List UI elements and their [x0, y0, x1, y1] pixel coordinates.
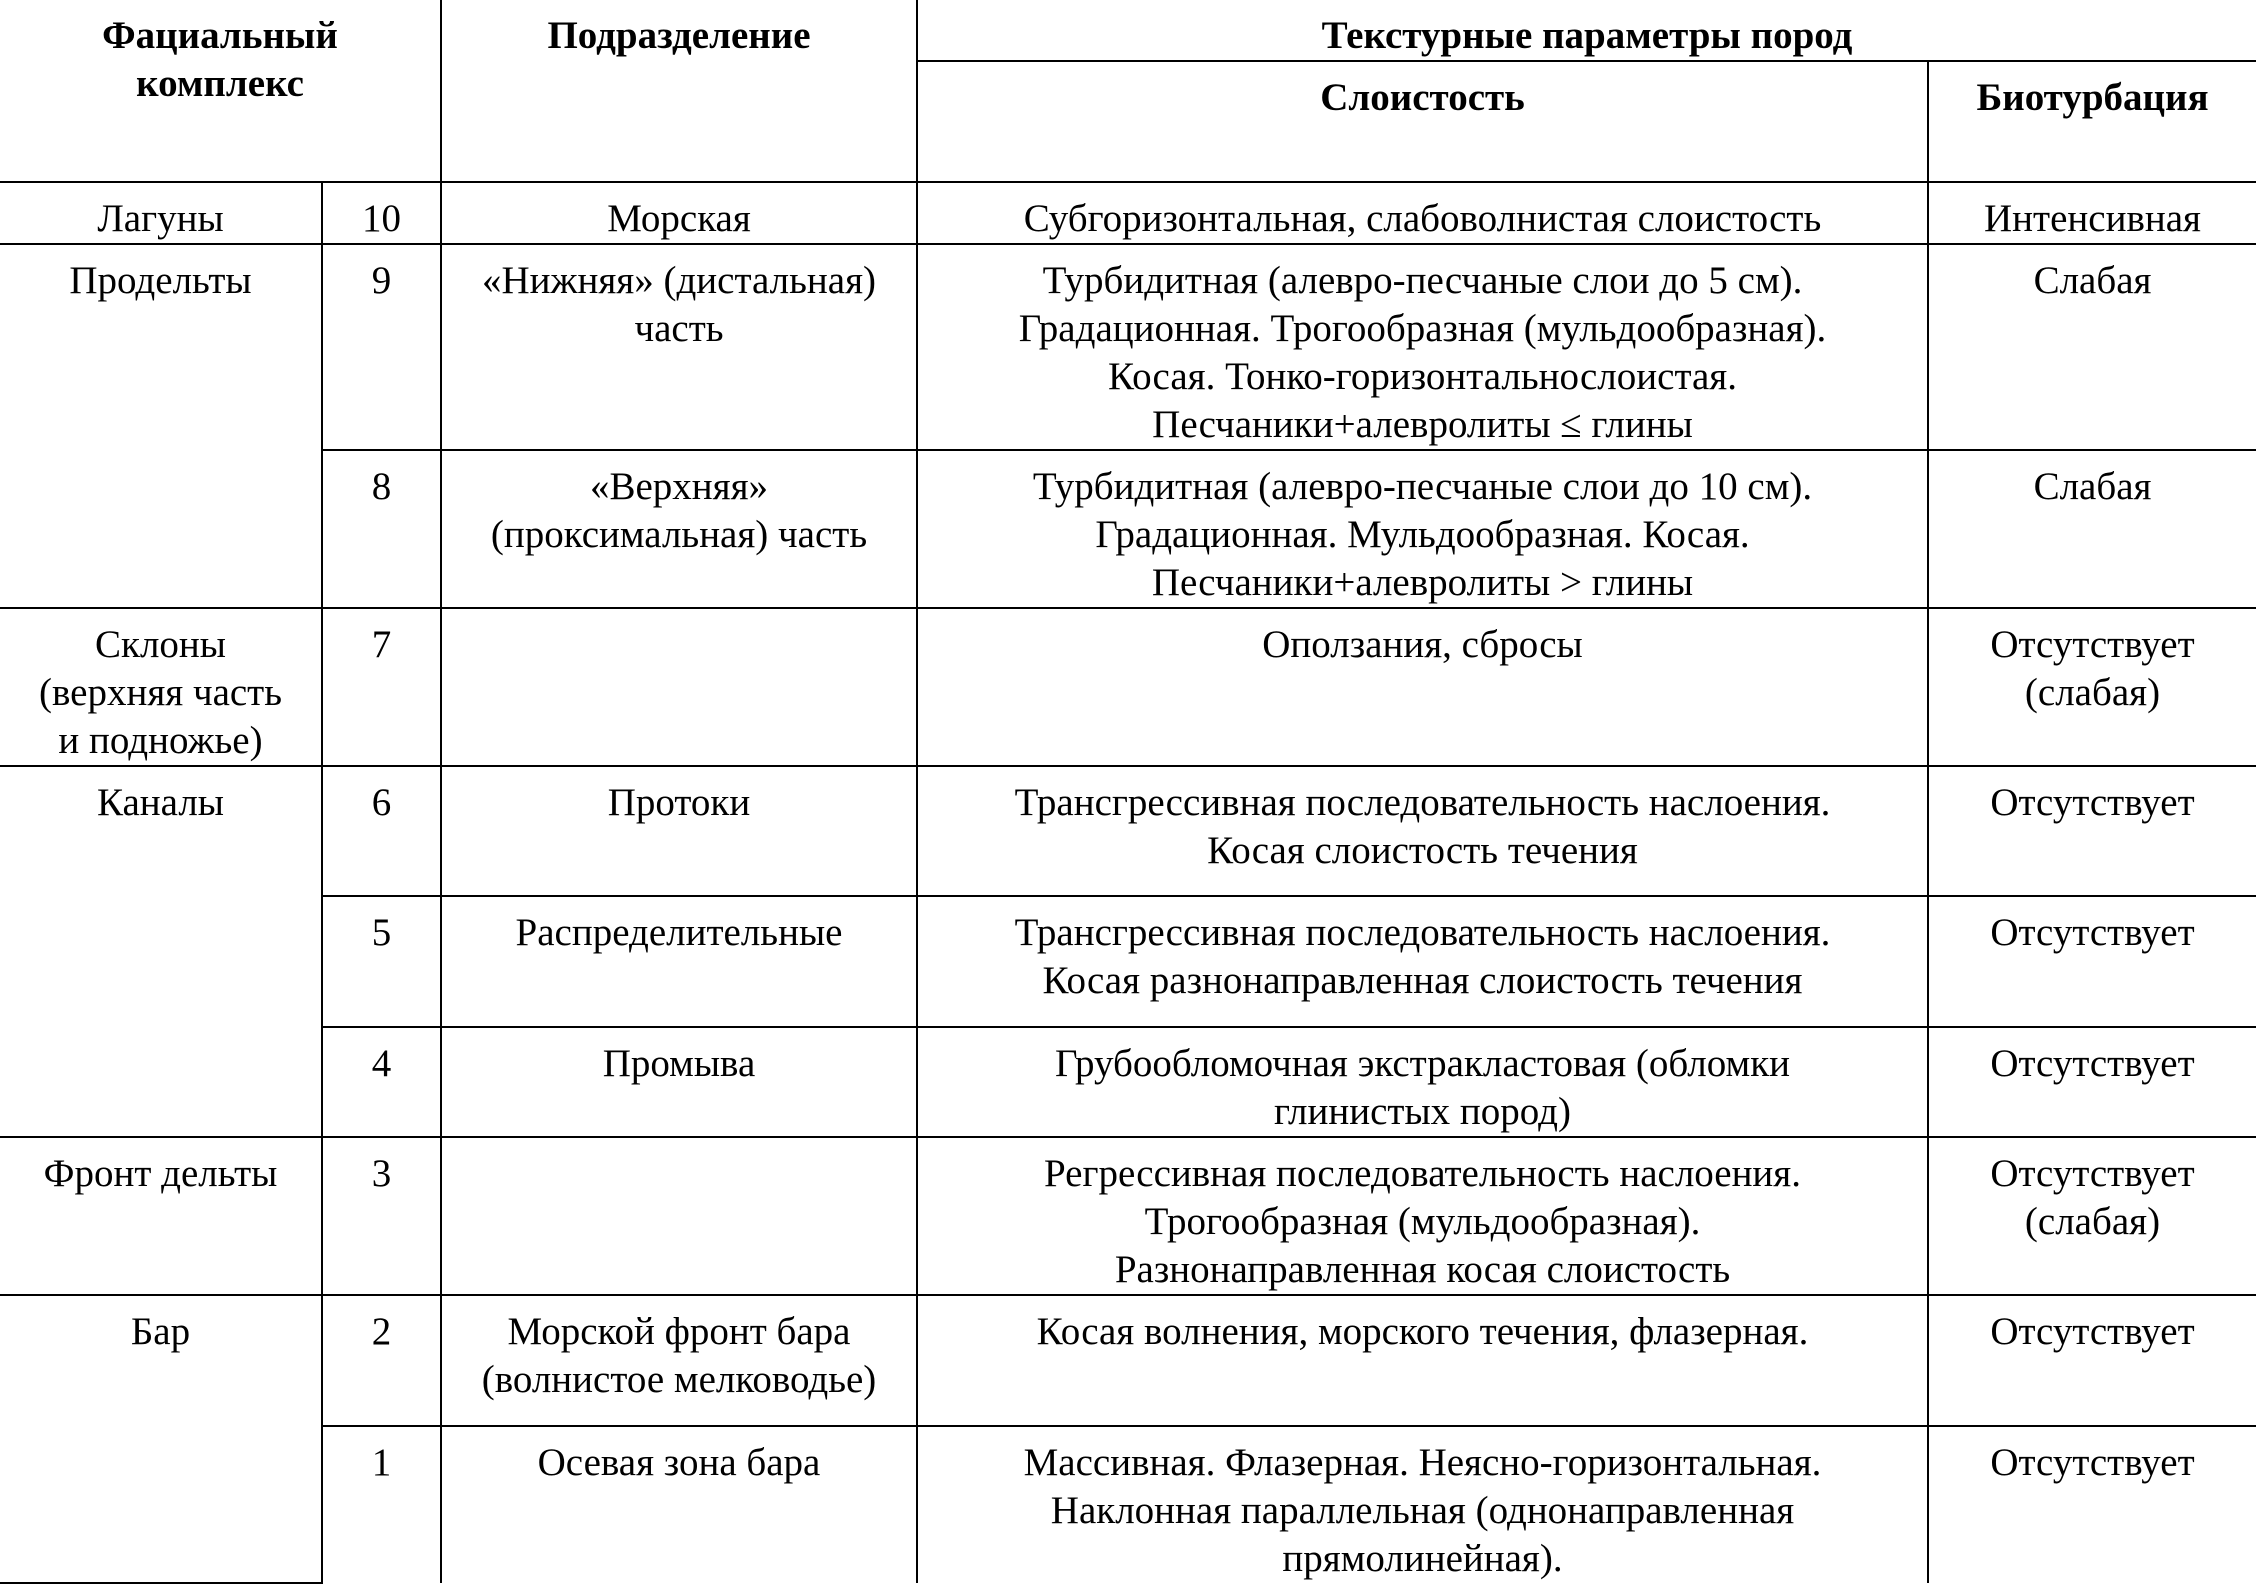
facies-complex-text: Фронт дельты — [43, 1152, 278, 1195]
facies-complex-text: Продельты — [69, 259, 252, 302]
header-bioturbation — [1928, 61, 2256, 182]
subdivision-text: Морская — [607, 197, 751, 240]
table-row — [0, 1426, 2256, 1583]
bioturbation-text: Слабая — [2033, 259, 2152, 302]
facies-number-cell — [322, 766, 441, 896]
bioturbation-cell — [1928, 450, 2256, 608]
subdivision-cell — [441, 1027, 917, 1137]
stratification-text: Турбидитная (алевро-песчаные слои до 5 см). — [1042, 259, 1803, 302]
facies-number-text: 4 — [371, 1042, 392, 1085]
facies-number-cell — [322, 1426, 441, 1583]
subdivision-text: «Верхняя» — [589, 465, 769, 508]
stratification-cell — [917, 766, 1928, 896]
facies-number-text: 5 — [371, 911, 392, 954]
facies-number-cell — [322, 182, 441, 244]
facies-complex-text: Каналы — [97, 781, 224, 824]
subdivision-text: Распределительные — [515, 911, 843, 954]
bioturbation-text: (слабая) — [2024, 671, 2161, 714]
bioturbation-cell — [1928, 1027, 2256, 1137]
stratification-text: Косая волнения, морского течения, флазерная. — [1036, 1310, 1809, 1353]
facies-number-text: 8 — [371, 465, 392, 508]
bioturbation-text: Отсутствует — [1990, 1152, 2195, 1195]
stratification-text: Трогообразная (мульдообразная). — [1144, 1200, 1701, 1243]
stratification-cell — [917, 1137, 1928, 1295]
subdivision-cell — [441, 1137, 917, 1295]
stratification-text: Песчаники+алевролиты ≤ глины — [1152, 403, 1693, 446]
facies-number-cell — [322, 896, 441, 1027]
bioturbation-cell — [1928, 766, 2256, 896]
bioturbation-text: Отсутствует — [1990, 911, 2195, 954]
facies-complex-cell — [0, 1137, 322, 1295]
facies-complex-text: Бар — [130, 1310, 191, 1353]
subdivision-cell — [441, 244, 917, 450]
header-facies-complex-line-1: Фациальный — [102, 14, 338, 57]
bioturbation-cell — [1928, 608, 2256, 766]
stratification-cell — [917, 1295, 1928, 1426]
header-stratification-label: Слоистость — [1320, 76, 1525, 119]
bioturbation-text: Отсутствует — [1990, 781, 2195, 824]
stratification-text: прямолинейная). — [1282, 1537, 1563, 1580]
subdivision-cell — [441, 608, 917, 766]
bioturbation-cell — [1928, 182, 2256, 244]
stratification-text: Массивная. Флазерная. Неясно-горизонтальная. — [1023, 1441, 1822, 1484]
facies-number-text: 9 — [371, 259, 392, 302]
facies-number-text: 1 — [371, 1441, 392, 1484]
stratification-text: Грубообломочная экстракластовая (обломки — [1054, 1042, 1791, 1085]
facies-complex-cell — [0, 1295, 322, 1583]
bioturbation-text: Интенсивная — [1984, 197, 2201, 240]
bioturbation-cell — [1928, 244, 2256, 450]
subdivision-text: (волнистое мелководье) — [481, 1358, 877, 1401]
subdivision-cell — [441, 450, 917, 608]
bioturbation-text: (слабая) — [2024, 1200, 2161, 1243]
stratification-text: Регрессивная последовательность наслоения. — [1044, 1152, 1801, 1195]
table-row — [0, 450, 2256, 608]
facies-number-cell — [322, 1295, 441, 1426]
stratification-text: Наклонная параллельная (однонаправленная — [1050, 1489, 1795, 1532]
stratification-cell — [917, 896, 1928, 1027]
subdivision-cell — [441, 1295, 917, 1426]
bioturbation-cell — [1928, 896, 2256, 1027]
subdivision-text: Морской фронт бара — [507, 1310, 851, 1353]
subdivision-text: Протоки — [607, 781, 751, 824]
bioturbation-cell — [1928, 1426, 2256, 1583]
stratification-cell — [917, 244, 1928, 450]
stratification-text: Трансгрессивная последовательность наслоения. — [1014, 911, 1831, 954]
subdivision-text: «Нижняя» (дистальная) — [481, 259, 877, 302]
facies-number-text: 10 — [362, 197, 401, 240]
facies-number-cell — [322, 244, 441, 450]
stratification-text: глинистых пород) — [1274, 1090, 1571, 1133]
bioturbation-cell — [1928, 1295, 2256, 1426]
table-row — [0, 608, 2256, 766]
stratification-text: Градационная. Мульдообразная. Косая. — [1095, 513, 1750, 556]
subdivision-text: (проксимальная) часть — [490, 513, 868, 556]
table-row — [0, 1027, 2256, 1137]
facies-complex-cell — [0, 608, 322, 766]
subdivision-text: Осевая зона бара — [537, 1441, 821, 1484]
facies-number-text: 3 — [371, 1152, 392, 1195]
facies-number-cell — [322, 608, 441, 766]
table-row — [0, 182, 2256, 244]
facies-complex-cell — [0, 766, 322, 1137]
facies-complex-text: и подножье) — [58, 719, 263, 762]
bioturbation-cell — [1928, 1137, 2256, 1295]
bioturbation-text: Отсутствует — [1990, 1310, 2195, 1353]
table-row — [0, 1295, 2256, 1426]
stratification-text: Турбидитная (алевро-песчаные слои до 10 см). — [1032, 465, 1813, 508]
subdivision-cell — [441, 182, 917, 244]
stratification-text: Субгоризонтальная, слабоволнистая слоистость — [1023, 197, 1822, 240]
bioturbation-text: Отсутствует — [1990, 623, 2195, 666]
facies-number-cell — [322, 450, 441, 608]
facies-number-text: 2 — [371, 1310, 392, 1353]
header-subdivision — [441, 0, 917, 182]
stratification-text: Оползания, сбросы — [1262, 623, 1583, 666]
bioturbation-text: Отсутствует — [1990, 1042, 2195, 1085]
subdivision-text: часть — [634, 307, 724, 350]
stratification-text: Градационная. Трогообразная (мульдообразная). — [1018, 307, 1827, 350]
facies-number-text: 6 — [371, 781, 392, 824]
header-stratification — [917, 61, 1928, 182]
stratification-text: Трансгрессивная последовательность наслоения. — [1014, 781, 1831, 824]
stratification-cell — [917, 608, 1928, 766]
table-row — [0, 896, 2256, 1027]
bioturbation-text: Слабая — [2033, 465, 2152, 508]
subdivision-cell — [441, 1426, 917, 1583]
stratification-cell — [917, 1426, 1928, 1583]
stratification-text: Разнонаправленная косая слоистость — [1114, 1248, 1731, 1291]
header-texture-params-label: Текстурные параметры пород — [1321, 14, 1853, 57]
facies-complex-text: Склоны — [95, 623, 226, 666]
table-row — [0, 766, 2256, 896]
header-texture-params — [917, 0, 2256, 61]
header-facies-complex — [0, 0, 441, 182]
bioturbation-text: Отсутствует — [1990, 1441, 2195, 1484]
facies-number-cell — [322, 1027, 441, 1137]
header-bioturbation-label: Биотурбация — [1976, 76, 2209, 119]
stratification-text: Косая разнонаправленная слоистость течения — [1042, 959, 1803, 1002]
facies-complex-text: Лагуны — [97, 197, 224, 240]
stratification-cell — [917, 1027, 1928, 1137]
facies-number-cell — [322, 1137, 441, 1295]
header-subdivision-label: Подразделение — [547, 14, 811, 57]
facies-number-text: 7 — [371, 623, 392, 666]
facies-complex-cell — [0, 182, 322, 244]
stratification-text: Косая слоистость течения — [1207, 829, 1638, 872]
table-row — [0, 1137, 2256, 1295]
stratification-text: Косая. Тонко-горизонтальнослоистая. — [1108, 355, 1737, 398]
facies-complex-cell — [0, 244, 322, 608]
facies-complex-text: (верхняя часть — [38, 671, 283, 714]
stratification-cell — [917, 182, 1928, 244]
subdivision-text: Промыва — [602, 1042, 756, 1085]
subdivision-cell — [441, 896, 917, 1027]
table-row — [0, 244, 2256, 450]
stratification-text: Песчаники+алевролиты > глины — [1151, 561, 1694, 604]
stratification-cell — [917, 450, 1928, 608]
subdivision-cell — [441, 766, 917, 896]
header-facies-complex-line-2: комплекс — [136, 62, 304, 105]
